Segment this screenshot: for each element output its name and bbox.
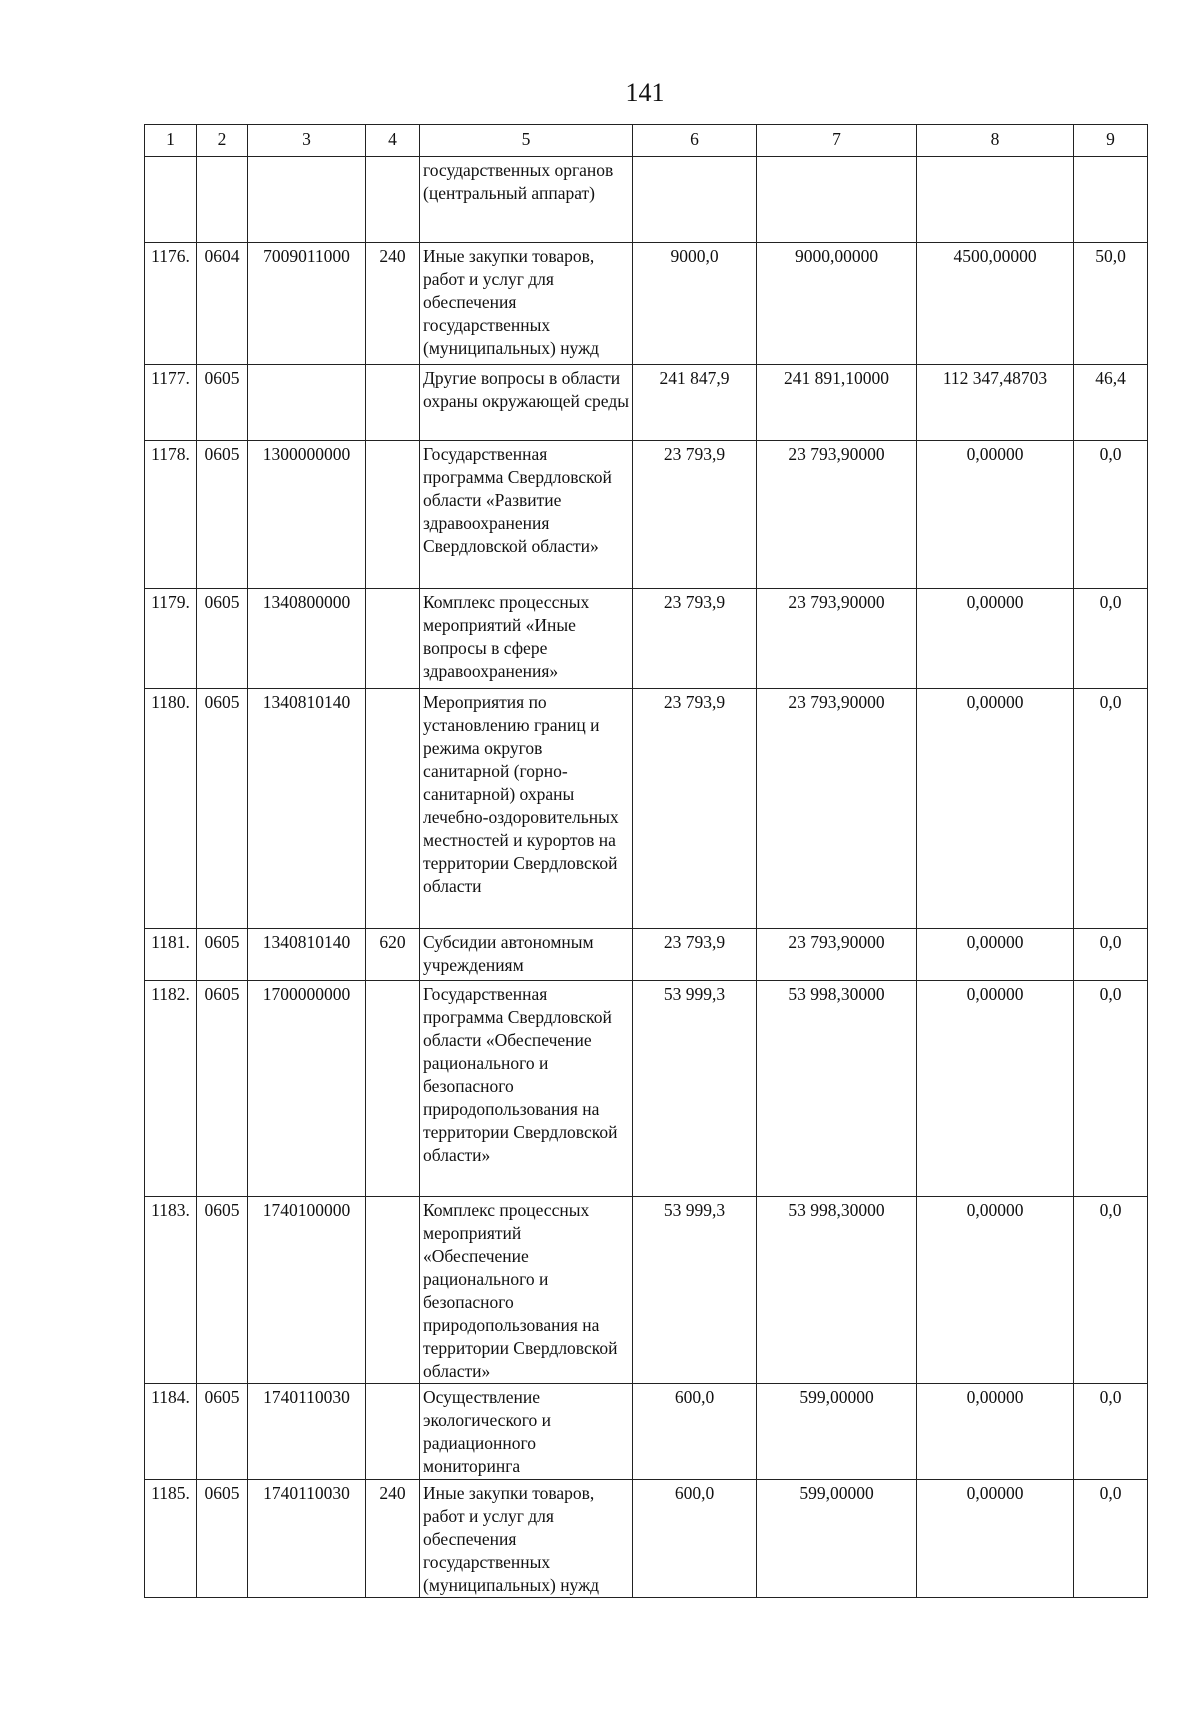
item-name: Государственная программа Свердловской области «Обеспечение рационального и безопасного природопользования на территории Свердловской области»	[420, 981, 633, 1197]
table-row	[145, 981, 1148, 1197]
target-article-code: 1740100000	[248, 1197, 366, 1384]
value-col-9	[1074, 157, 1148, 243]
value-col-7: 53 998,30000	[757, 981, 917, 1197]
value-col-6	[633, 157, 757, 243]
item-name: Другие вопросы в области охраны окружающей среды	[420, 365, 633, 441]
value-col-6: 241 847,9	[633, 365, 757, 441]
value-col-9: 0,0	[1074, 929, 1148, 981]
value-col-6: 23 793,9	[633, 441, 757, 589]
item-name: Мероприятия по установлению границ и режима округов санитарной (горно-санитарной) охраны лечебно-оздоровительных местностей и курортов на территории Свердловской области	[420, 689, 633, 929]
header-cell-5: 5	[420, 125, 633, 157]
value-col-9: 0,0	[1074, 441, 1148, 589]
target-article-code	[248, 157, 366, 243]
value-col-7: 23 793,90000	[757, 689, 917, 929]
section-code	[197, 157, 248, 243]
value-col-6: 23 793,9	[633, 689, 757, 929]
budget-table	[144, 124, 1148, 1598]
table-row	[145, 689, 1148, 929]
value-col-9: 0,0	[1074, 689, 1148, 929]
table-row	[145, 1480, 1148, 1598]
target-article-code: 1740110030	[248, 1384, 366, 1480]
row-number	[145, 157, 197, 243]
header-cell-4: 4	[366, 125, 420, 157]
target-article-code: 1700000000	[248, 981, 366, 1197]
expense-type-code	[366, 441, 420, 589]
target-article-code: 1340810140	[248, 929, 366, 981]
section-code: 0605	[197, 365, 248, 441]
value-col-7: 23 793,90000	[757, 929, 917, 981]
section-code: 0605	[197, 1384, 248, 1480]
section-code: 0605	[197, 1197, 248, 1384]
header-cell-6: 6	[633, 125, 757, 157]
expense-type-code: 240	[366, 243, 420, 365]
value-col-9: 0,0	[1074, 1480, 1148, 1598]
expense-type-code: 240	[366, 1480, 420, 1598]
row-number: 1181.	[145, 929, 197, 981]
item-name: государственных органов (центральный аппарат)	[420, 157, 633, 243]
value-col-8: 0,00000	[917, 1480, 1074, 1598]
table-row	[145, 157, 1148, 243]
row-number: 1182.	[145, 981, 197, 1197]
table-row	[145, 365, 1148, 441]
value-col-7: 23 793,90000	[757, 441, 917, 589]
table-row	[145, 441, 1148, 589]
value-col-9: 0,0	[1074, 1384, 1148, 1480]
expense-type-code	[366, 981, 420, 1197]
table-row	[145, 1384, 1148, 1480]
value-col-8: 4500,00000	[917, 243, 1074, 365]
row-number: 1176.	[145, 243, 197, 365]
target-article-code: 1740110030	[248, 1480, 366, 1598]
header-cell-7: 7	[757, 125, 917, 157]
value-col-6: 600,0	[633, 1384, 757, 1480]
table-row	[145, 1197, 1148, 1384]
item-name: Иные закупки товаров, работ и услуг для обеспечения государственных (муниципальных) нужд	[420, 1480, 633, 1598]
value-col-6: 23 793,9	[633, 929, 757, 981]
page-number: 141	[625, 78, 665, 107]
value-col-8: 112 347,48703	[917, 365, 1074, 441]
section-code: 0605	[197, 981, 248, 1197]
header-cell-8: 8	[917, 125, 1074, 157]
table-row	[145, 589, 1148, 689]
row-number: 1177.	[145, 365, 197, 441]
expense-type-code	[366, 589, 420, 689]
value-col-8	[917, 157, 1074, 243]
row-number: 1184.	[145, 1384, 197, 1480]
target-article-code: 1300000000	[248, 441, 366, 589]
header-cell-2: 2	[197, 125, 248, 157]
section-code: 0605	[197, 441, 248, 589]
value-col-8: 0,00000	[917, 981, 1074, 1197]
header-cell-3: 3	[248, 125, 366, 157]
header-cell-9: 9	[1074, 125, 1148, 157]
row-number: 1180.	[145, 689, 197, 929]
value-col-6: 53 999,3	[633, 1197, 757, 1384]
value-col-6: 23 793,9	[633, 589, 757, 689]
row-number: 1179.	[145, 589, 197, 689]
value-col-8: 0,00000	[917, 589, 1074, 689]
value-col-6: 9000,0	[633, 243, 757, 365]
target-article-code: 1340800000	[248, 589, 366, 689]
section-code: 0605	[197, 589, 248, 689]
value-col-9: 0,0	[1074, 1197, 1148, 1384]
table-row	[145, 929, 1148, 981]
value-col-7: 241 891,10000	[757, 365, 917, 441]
item-name: Комплекс процессных мероприятий «Иные вопросы в сфере здравоохранения»	[420, 589, 633, 689]
item-name: Комплекс процессных мероприятий «Обеспечение рационального и безопасного природопользования на территории Свердловской области»	[420, 1197, 633, 1384]
expense-type-code	[366, 157, 420, 243]
value-col-7	[757, 157, 917, 243]
section-code: 0604	[197, 243, 248, 365]
section-code: 0605	[197, 689, 248, 929]
expense-type-code	[366, 1197, 420, 1384]
value-col-9: 46,4	[1074, 365, 1148, 441]
expense-type-code	[366, 365, 420, 441]
target-article-code: 7009011000	[248, 243, 366, 365]
row-number: 1183.	[145, 1197, 197, 1384]
value-col-8: 0,00000	[917, 1197, 1074, 1384]
value-col-7: 53 998,30000	[757, 1197, 917, 1384]
item-name: Иные закупки товаров, работ и услуг для обеспечения государственных (муниципальных) нужд	[420, 243, 633, 365]
item-name: Осуществление экологического и радиационного мониторинга	[420, 1384, 633, 1480]
item-name: Субсидии автономным учреждениям	[420, 929, 633, 981]
section-code: 0605	[197, 929, 248, 981]
value-col-9: 0,0	[1074, 589, 1148, 689]
table-row	[145, 243, 1148, 365]
value-col-8: 0,00000	[917, 689, 1074, 929]
value-col-9: 0,0	[1074, 981, 1148, 1197]
value-col-7: 9000,00000	[757, 243, 917, 365]
header-cell-1: 1	[145, 125, 197, 157]
expense-type-code	[366, 689, 420, 929]
target-article-code	[248, 365, 366, 441]
value-col-8: 0,00000	[917, 1384, 1074, 1480]
value-col-7: 599,00000	[757, 1480, 917, 1598]
row-number: 1178.	[145, 441, 197, 589]
value-col-8: 0,00000	[917, 441, 1074, 589]
value-col-7: 599,00000	[757, 1384, 917, 1480]
item-name: Государственная программа Свердловской области «Развитие здравоохранения Свердловской области»	[420, 441, 633, 589]
value-col-6: 53 999,3	[633, 981, 757, 1197]
value-col-6: 600,0	[633, 1480, 757, 1598]
expense-type-code: 620	[366, 929, 420, 981]
header-row	[145, 125, 1148, 157]
value-col-9: 50,0	[1074, 243, 1148, 365]
section-code: 0605	[197, 1480, 248, 1598]
expense-type-code	[366, 1384, 420, 1480]
value-col-7: 23 793,90000	[757, 589, 917, 689]
target-article-code: 1340810140	[248, 689, 366, 929]
row-number: 1185.	[145, 1480, 197, 1598]
value-col-8: 0,00000	[917, 929, 1074, 981]
